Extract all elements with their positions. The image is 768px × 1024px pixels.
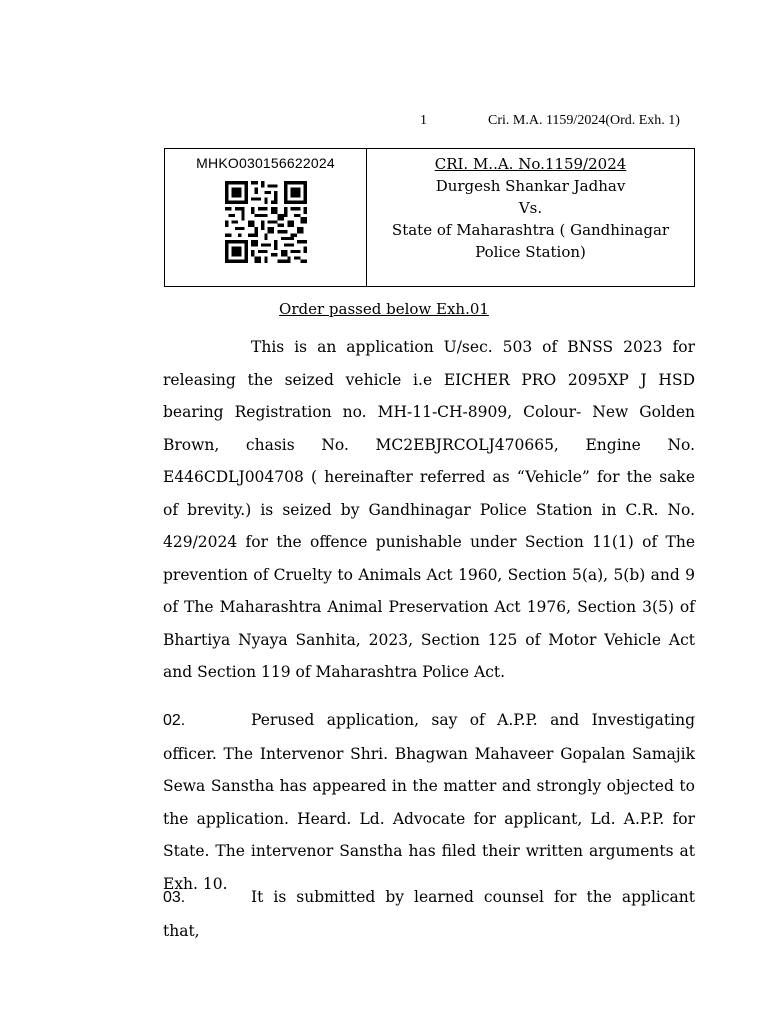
versus-label: Vs. <box>518 199 543 217</box>
paragraph-3-text: It is submitted by learned counsel for the applicant that, <box>163 888 695 940</box>
respondent-line-1: State of Maharashtra ( Gandhinagar <box>391 221 670 239</box>
cnr-number: MHKO030156622024 <box>196 155 335 171</box>
respondent-line-2: Police Station) <box>475 243 586 261</box>
paragraph-2-number: 02. <box>163 712 186 729</box>
case-reference: Cri. M.A. 1159/2024(Ord. Exh. 1) <box>488 113 680 128</box>
paragraph-2-text: Perused application, say of A.P.P. and Investigating officer. The Intervenor Shri. Bhagwan Mahaveer Gopalan Samajik Sewa Sanstha has appeared in the matter and strongly objected to the application. Heard. Ld. Advocate for applicant, Ld. A.P.P. for State. The intervenor Sanstha has filed their written arguments at Exh. 10. <box>163 711 695 893</box>
paragraph-1 <box>163 331 695 689</box>
page-number: 1 <box>420 113 427 128</box>
case-title-cell <box>367 149 694 286</box>
paragraph-2 <box>163 704 695 900</box>
paragraph-1-text: This is an application U/sec. 503 of BNSS 2023 for releasing the seized vehicle i.e EICHER PRO 2095XP J HSD bearing Registration no. MH-11-CH-8909, Colour- New Golden Brown, chasis No. MC2EBJRCOLJ470665, Engine No. E446CDLJ004708 ( hereinafter referred as “Vehicle” for the sake of brevity.) is seized by Gandhinagar Police Station in C.R. No. 429/2024 for the offence punishable under Section 11(1) of The prevention of Cruelty to Animals Act 1960, Section 5(a), 5(b) and 9 of The Maharashtra Animal Preservation Act 1976, Section 3(5) of Bhartiya Nyaya Sanhita, 2023, Section 125 of Motor Vehicle Act and Section 119 of Maharashtra Police Act. <box>163 338 695 681</box>
case-id-cell <box>165 149 367 286</box>
qr-code-icon <box>225 181 307 263</box>
case-info-box <box>164 148 695 287</box>
case-number: CRI. M..A. No.1159/2024 <box>434 155 627 173</box>
paragraph-3-number: 03. <box>163 889 186 906</box>
paragraph-3 <box>163 881 695 947</box>
order-title: Order passed below Exh.01 <box>279 300 489 318</box>
applicant-name: Durgesh Shankar Jadhav <box>435 177 626 195</box>
